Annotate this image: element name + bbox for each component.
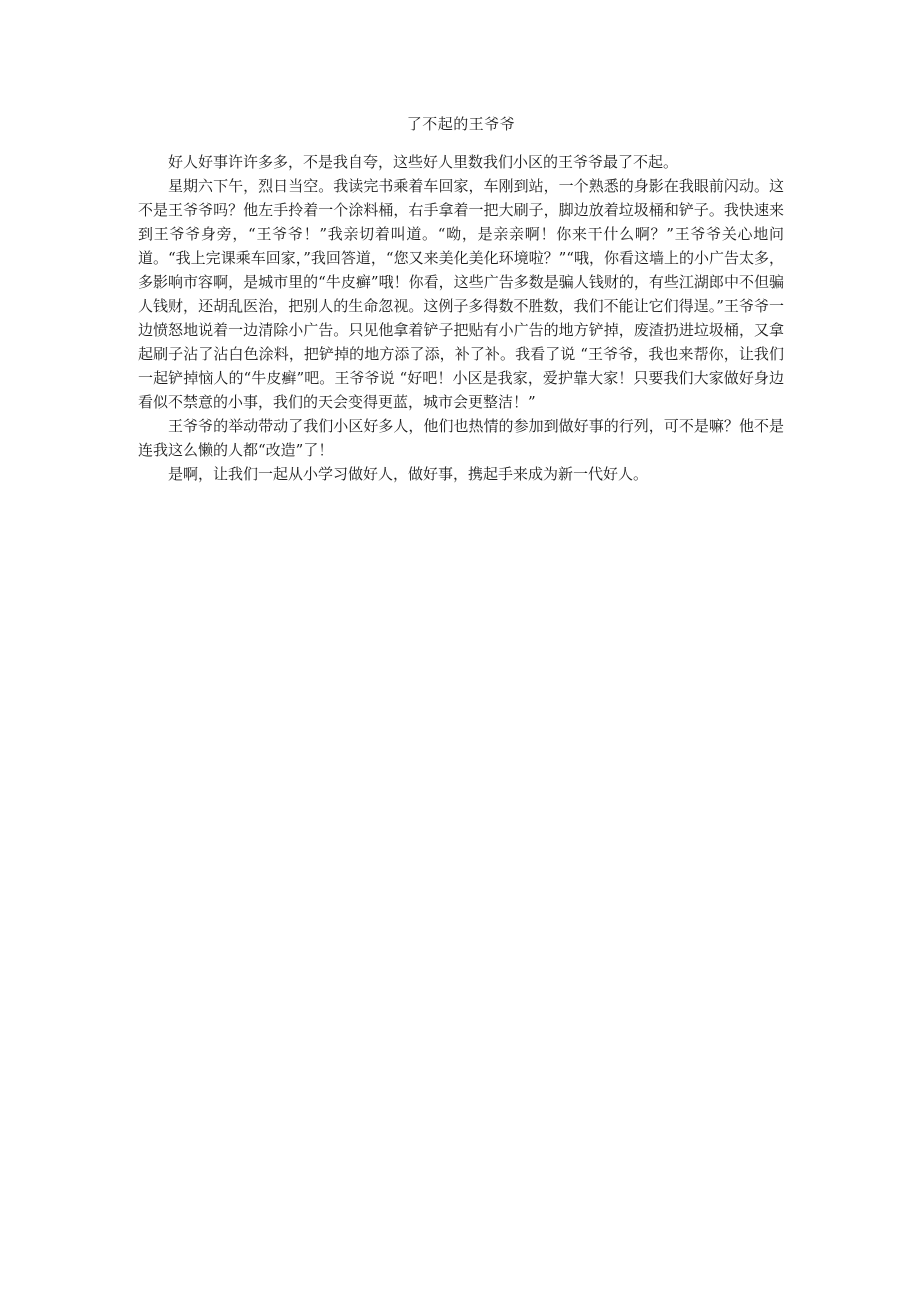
document-body [138, 112, 784, 486]
paragraph-conclusion: 是啊，让我们一起从小学习做好人，做好事，携起手来成为新一代好人。 [168, 465, 649, 483]
document-title: 了不起的王爷爷 [406, 115, 516, 133]
paragraph-story: 星期六下午，烈日当空。我读完书乘着车回家，车刚到站，一个熟悉的身影在我眼前闪动。这不是王爷爷吗？他左手拎着一个涂料桶，右手拿着一把大刷子，脚边放着垃圾桶和铲子。我快速来到王爷爷身旁，“王爷爷！”我亲切着叫道。“呦，是亲亲啊！你来干什么啊？”王爷爷关心地问道。“我上完课乘车回家，”我回答道，“您又来美化美化环境啦？”“哦，你看这墙上的小广告太多，多影响市容啊，是城市里的“牛皮癣”哦！你看，这些广告多数是骗人钱财的，有些江湖郎中不但骗人钱财，还胡乱医治，把别人的生命忽视。这例子多得数不胜数，我们不能让它们得逞。”王爷爷一边愤怒地说着一边清除小广告。只见他拿着铲子把贴有小广告的地方铲掉，废渣扔进垃圾桶，又拿起刷子沾了沾白色涂料，把铲掉的地方添了添，补了补。我看了说 “王爷爷，我也来帮你，让我们一起铲掉恼人的“牛皮癣”吧。王爷爷说 “好吧！小区是我家，爱护靠大家！只要我们大家做好身边看似不禁意的小事，我们的天会变得更蓝，城市会更整洁！” [138, 177, 784, 411]
paragraph-intro: 好人好事许许多多，不是我自夸，这些好人里数我们小区的王爷爷最了不起。 [168, 153, 679, 171]
paragraph-influence: 王爷爷的举动带动了我们小区好多人，他们也热情的参加到做好事的行列，可不是嘛？他不是连我这么懒的人都“改造”了！ [138, 417, 784, 459]
